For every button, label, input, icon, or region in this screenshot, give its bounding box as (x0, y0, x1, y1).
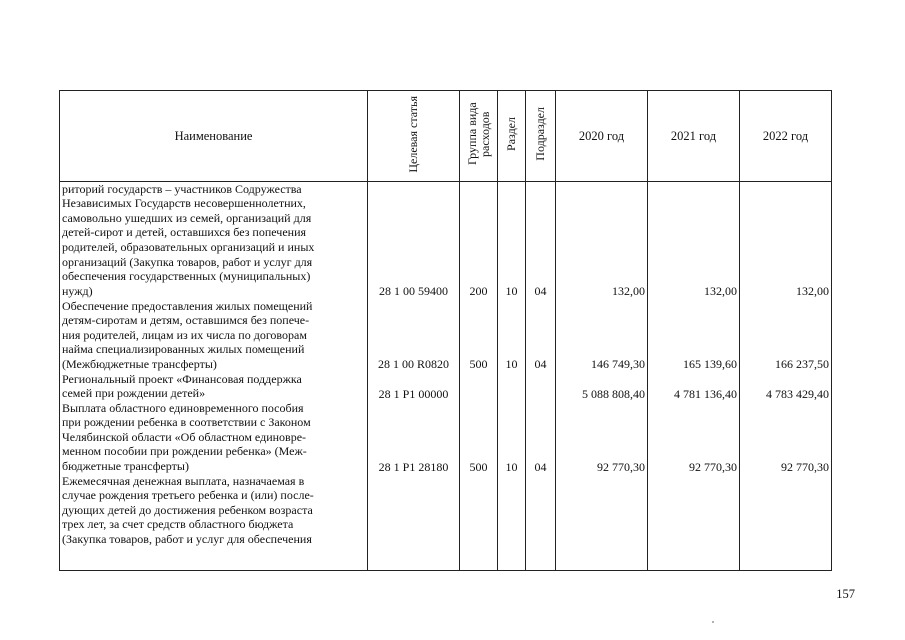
table-header-row (60, 91, 832, 182)
row-name: Обеспечение предоставления жилых помещений детям-сиротам и детям, оставшимся без попече- ния родителей, лицам из их числа по договорам найма специализированных жилых помещений (Межбюджетные трансферты) (62, 298, 313, 371)
row-name: риторий государств – участников Содружества Независимых Государств несовершеннолетних, самовольно ушедших из семей, организаций для детей-сирот и детей, оставшихся без попечения родителей, образовательных организаций и иных организаций (Закупка товаров, работ и услуг для обеспечения государственных (муниципальных) нужд) (62, 181, 315, 298)
row-y2020: 92 770,30 (597, 459, 645, 474)
page-number: 157 (836, 587, 855, 601)
budget-table (59, 90, 832, 571)
row-group: 500 (469, 459, 488, 474)
row-code: 28 1 P1 28180 (378, 459, 449, 474)
name-column (60, 181, 368, 570)
row-y2020: 5 088 808,40 (582, 386, 645, 401)
row-code: 28 1 00 R0820 (377, 356, 449, 371)
row-code: 28 1 00 59400 (379, 283, 448, 298)
row-y2020: 146 749,30 (591, 356, 645, 371)
header-2021: 2021 год (648, 91, 740, 182)
y2022-column (740, 181, 832, 570)
row-y2021: 92 770,30 (689, 459, 737, 474)
table-body (60, 181, 832, 570)
header-2020: 2020 год (556, 91, 648, 182)
row-subsection: 04 (534, 459, 547, 474)
header-name: Наименование (60, 91, 368, 182)
row-name: Выплата областного единовременного пособия при рождении ребенка в соответствии с Законом Челябинской области «Об областном единовре- менном пособии при рождении ребенка» (Меж- бюджетные трансферты) (62, 400, 311, 473)
row-subsection: 04 (534, 356, 547, 371)
row-section: 10 (505, 459, 518, 474)
row-subsection: 04 (534, 283, 547, 298)
section-column (498, 181, 526, 570)
scan-speck (712, 621, 714, 623)
group-column (460, 181, 498, 570)
row-code: 28 1 P1 00000 (378, 386, 449, 401)
row-y2021: 4 781 136,40 (674, 386, 737, 401)
row-y2021: 165 139,60 (683, 356, 737, 371)
header-section: Раздел (498, 91, 526, 182)
row-y2022: 132,00 (796, 283, 829, 298)
subsection-column (526, 181, 556, 570)
row-name: Региональный проект «Финансовая поддержка семей при рождении детей» (62, 371, 302, 401)
y2020-column (556, 181, 648, 570)
row-group: 500 (469, 356, 488, 371)
header-2022: 2022 год (740, 91, 832, 182)
header-code: Целевая статья (368, 91, 460, 182)
row-section: 10 (505, 356, 518, 371)
row-y2022: 4 783 429,40 (766, 386, 829, 401)
row-group: 200 (469, 283, 488, 298)
row-y2021: 132,00 (704, 283, 737, 298)
header-group: Группа вида расходов (460, 91, 498, 182)
row-name: Ежемесячная денежная выплата, назначаемая в случае рождения третьего ребенка и (или) после- дующих детей до достижения ребенком возраста трех лет, за счет средств областного бюджета (Закупка товаров, работ и услуг для обеспечения (62, 473, 314, 546)
row-section: 10 (505, 283, 518, 298)
row-y2022: 92 770,30 (781, 459, 829, 474)
code-column (368, 181, 460, 570)
row-y2020: 132,00 (612, 283, 645, 298)
y2021-column (648, 181, 740, 570)
header-subsection: Подраздел (526, 91, 556, 182)
row-y2022: 166 237,50 (775, 356, 829, 371)
